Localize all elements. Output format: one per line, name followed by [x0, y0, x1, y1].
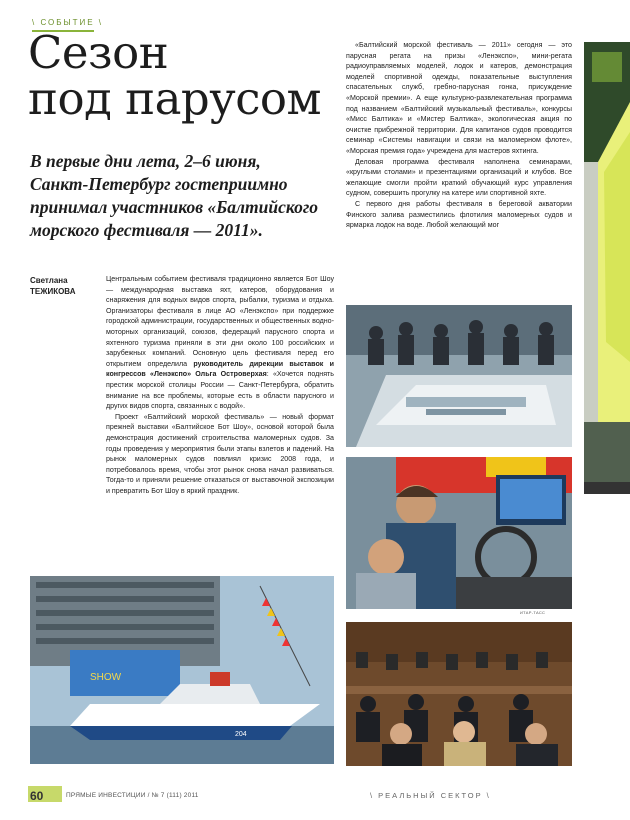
- author-last-name: ТЕЖИКОВА: [30, 287, 76, 296]
- body-column-2: [346, 40, 572, 231]
- author-byline: [30, 275, 100, 297]
- title-line-2: под парусом: [28, 72, 321, 125]
- paragraph: «Балтийский морской фестиваль — 2011» сегодня — это парусная регата на призы «Ленэкспо», мини-регата радиоуправляемых моделей, лодок и катеров, демонстрация моделей спортивной одежды, показательные выступления спасательных служб, гребно-парусная гонка, присуждение «Морской премии». А еще культурно-развлекательная программа под названием «Балтийский музыкальный фестиваль», конкурсы «Мисс Балтика» и «Мистер Балтика», экологическая акция по очистке прибрежной территории. Для капитанов судов проводится семинар «Системы навигации и связи на маломерном флоте», «Морская премия года» учреждена для мастеров яхтинга.: [346, 41, 572, 155]
- lead-line-1: В первые дни лета, 2–6 июня,: [30, 151, 261, 171]
- magazine-issue: ПРЯМЫЕ ИНВЕСТИЦИИ / № 7 (111) 2011: [66, 792, 199, 799]
- lead-line-3: принимал участников «Балтийского: [30, 197, 319, 217]
- photo-exhibition-stand: [346, 305, 572, 447]
- section-name: \ РЕАЛЬНЫЙ СЕКТОР \: [370, 791, 491, 800]
- author-first-name: Светлана: [30, 276, 68, 285]
- photo-sail: [584, 42, 630, 494]
- bold-name: руководитель дирекции выставок и конгрессов «Ленэкспо» Ольга Островерхая: [106, 359, 334, 379]
- sail-illustration: [584, 42, 630, 494]
- lead-line-2: Санкт-Петербург гостеприимно: [30, 174, 288, 194]
- conference-illustration: [346, 622, 572, 766]
- body-column-1: [106, 274, 334, 496]
- photo-credit: ИТАР-ТАСС: [520, 610, 546, 615]
- simulator-illustration: [346, 457, 572, 609]
- hull-number: 204: [235, 731, 247, 738]
- banner-text: SHOW: [90, 672, 122, 683]
- photo-boat: [30, 576, 334, 764]
- paragraph: Деловая программа фестиваля наполнена семинарами, «круглыми столами» и презентациями организаций и клубов. Все желающие смогли пройти краткий обучающий курс управления судном, совершить прогулку на катере или спортивной яхте.: [346, 157, 572, 198]
- exhibition-illustration: [346, 305, 572, 447]
- section-rubric: \ СОБЫТИЕ \: [32, 18, 104, 27]
- paragraph: Проект «Балтийский морской фестиваль» — новый формат прежней выставки «Балтийское Бот Шоу», основой которой была демонстрация достижений строительства маломерных судов. За годы проведения у мероприятия были этапы взлетов и падений. На рынок маломерных судов повлиял кризис 2008 года, и потребовалось время, чтобы этот рынок снова начал развиваться. Тогда-то и приняли решение отказаться от выставочной экспозиции и превратить Бот Шоу в яркий праздник.: [106, 412, 334, 495]
- title-line-1: Сезон: [28, 26, 169, 79]
- page-number: 60: [30, 789, 44, 803]
- paragraph: Центральным событием фестиваля традиционно является Бот Шоу — международная выставка яхт, катеров, оборудования и снаряжения для водных видов спорта, рыбалки, туризма и отдыха. Организаторы фестиваля в лице АО «Ленэкспо» при поддержке городской администрации, государственных и общественных водно-моторных организаций, союзов, федераций парусного спорта и яхтенного туризма приняли в эти дни около 100 российских и зарубежных компаний. Основную цель фестиваля перед его открытием определила руководитель дирекции выставок и конгрессов «Ленэкспо» Ольга Островерхая: «Хочется поднять престиж морской столицы России — Санкт-Петербурга, обратить внимание на все проблемы, которые есть в области парусного и других видов спорта, связанных с водой».: [106, 275, 334, 411]
- lead-line-4: морского фестиваля — 2011».: [30, 220, 263, 240]
- boat-illustration: [30, 576, 334, 764]
- photo-simulator: [346, 457, 572, 609]
- article-lead: [30, 150, 340, 242]
- article-title: [28, 26, 328, 125]
- paragraph: С первого дня работы фестиваля в береговой акватории Финского залива разместились флотилия маломерных судов и ярмарка лодок на воде. Любой желающий мог: [346, 199, 572, 230]
- photo-conference: [346, 622, 572, 766]
